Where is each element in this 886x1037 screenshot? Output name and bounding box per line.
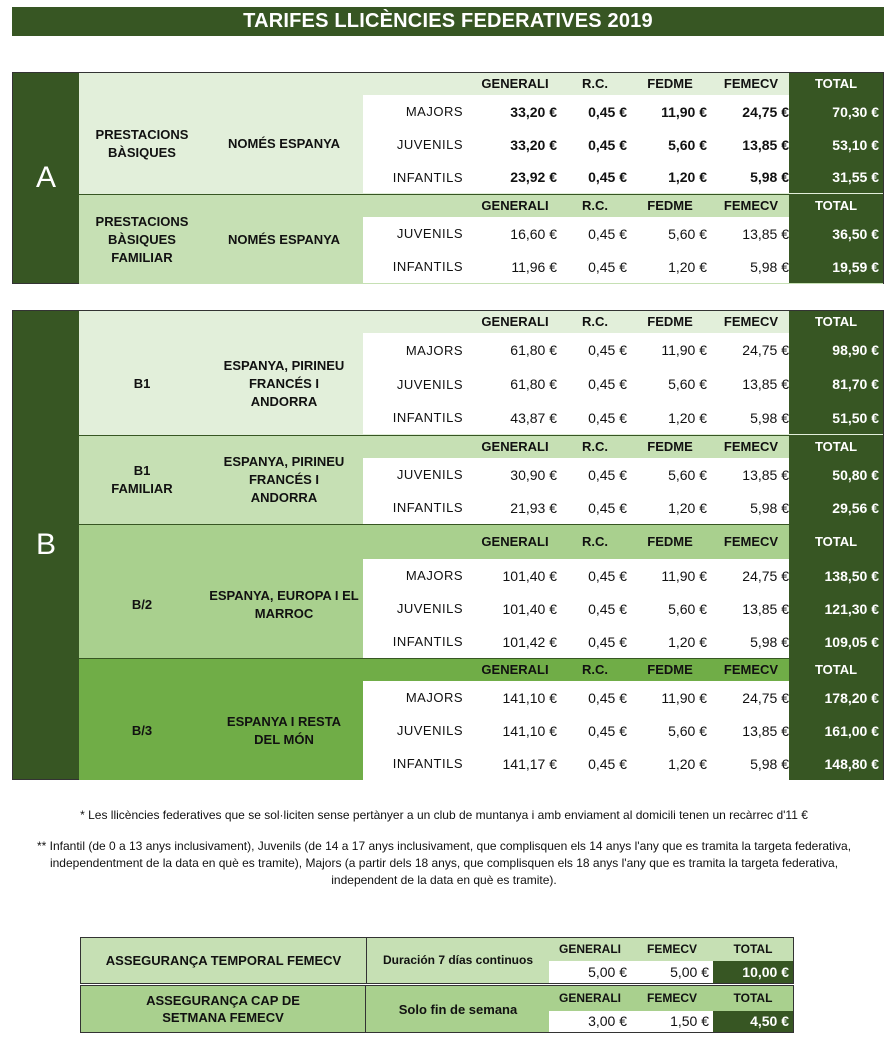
block-scope: ESPANYA, EUROPA I EL MARROC [209, 587, 359, 621]
rc-cell: 0,45 € [588, 600, 627, 617]
footnote-surcharge: * Les llicències federatives que se sol·liciten sense pertànyer a un club de muntanya i amb enviament al domicili tenen un recàrrec d'11 € [80, 808, 808, 822]
column-header-row [363, 436, 883, 458]
rc-cell: 0,45 € [588, 376, 627, 392]
column-header: TOTAL [789, 659, 883, 681]
column-header: GENERALI [481, 534, 549, 549]
column-header: R.C. [582, 76, 608, 91]
rc-cell: 0,45 € [588, 466, 627, 483]
rc-cell: 0,45 € [588, 169, 627, 185]
column-header-row [363, 195, 883, 217]
column-header-row [363, 659, 883, 681]
insurance-header-row [549, 986, 793, 1010]
column-header: R.C. [582, 534, 608, 549]
column-header: TOTAL [789, 436, 883, 458]
generali-cell: 141,10 € [502, 689, 557, 706]
fedme-cell: 1,20 € [668, 633, 707, 650]
block-prestacions-basiques [79, 95, 883, 193]
category-cell: INFANTILS [392, 500, 463, 515]
column-header: FEMECV [723, 534, 779, 549]
rc-cell: 0,45 € [588, 499, 627, 516]
column-header: FEMECV [646, 942, 697, 956]
fedme-cell: 5,60 € [668, 136, 707, 153]
column-header: TOTAL [789, 195, 883, 217]
column-header: GENERALI [481, 76, 549, 91]
total-cell: 121,30 € [789, 592, 883, 625]
femecv-cell: 5,98 € [750, 633, 789, 650]
fedme-cell: 11,90 € [661, 342, 707, 358]
insurance-name: ASSEGURANÇA TEMPORAL FEMECV [81, 938, 367, 983]
fedme-cell: 5,60 € [668, 225, 707, 242]
block-scope: NOMÉS ESPANYA [228, 231, 340, 247]
generali-cell: 21,93 € [510, 499, 557, 516]
category-cell: INFANTILS [392, 410, 463, 425]
generali-cell: 5,00 € [588, 964, 627, 980]
table-row [363, 559, 883, 592]
block-label: PRESTACIONS BÀSIQUES FAMILIAR [95, 213, 189, 265]
fedme-cell: 11,90 € [661, 567, 707, 584]
femecv-cell: 5,00 € [670, 964, 709, 980]
block-label: B1 FAMILIAR [111, 463, 173, 496]
insurance-row-weekend [80, 985, 794, 1033]
rc-cell: 0,45 € [588, 225, 627, 242]
section-letter: B [13, 311, 79, 779]
column-header-row [363, 311, 883, 333]
total-cell: 51,50 € [789, 401, 883, 434]
fedme-cell: 1,20 € [668, 755, 707, 772]
section-a [12, 72, 884, 284]
column-header: R.C. [582, 662, 608, 677]
block-label: B/3 [131, 722, 153, 738]
generali-cell: 33,20 € [510, 103, 557, 120]
table-row [363, 128, 883, 161]
table-row [363, 714, 883, 747]
category-cell: INFANTILS [392, 169, 463, 185]
femecv-cell: 13,85 € [742, 225, 789, 242]
category-cell: MAJORS [405, 568, 463, 583]
generali-cell: 141,10 € [502, 722, 557, 739]
fedme-cell: 1,20 € [668, 169, 707, 185]
category-cell: JUVENILS [396, 723, 463, 738]
category-cell: INFANTILS [392, 259, 463, 274]
generali-cell: 61,80 € [510, 376, 557, 392]
column-header: FEMECV [723, 439, 779, 454]
fedme-cell: 1,20 € [668, 499, 707, 516]
femecv-cell: 24,75 € [742, 103, 789, 120]
header-left-fill [79, 73, 363, 95]
total-cell: 178,20 € [789, 681, 883, 714]
femecv-cell: 24,75 € [742, 342, 789, 358]
generali-cell: 141,17 € [502, 755, 557, 772]
table-row [363, 401, 883, 434]
section-letter: A [13, 73, 79, 283]
table-row [363, 95, 883, 128]
column-header: R.C. [582, 314, 608, 329]
generali-cell: 101,40 € [502, 567, 557, 584]
block-b1 [79, 311, 883, 434]
block-label: B/2 [131, 596, 153, 612]
total-cell: 81,70 € [789, 367, 883, 401]
block-prestacions-basiques-familiar [79, 194, 883, 284]
column-header-row [363, 73, 883, 95]
table-row [363, 592, 883, 625]
table-row [363, 625, 883, 658]
generali-cell: 101,42 € [502, 633, 557, 650]
category-cell: JUVENILS [396, 601, 463, 616]
table-row [363, 333, 883, 367]
column-header: FEMECV [723, 198, 779, 213]
table-row [363, 367, 883, 401]
total-cell: 70,30 € [789, 95, 883, 128]
total-cell: 53,10 € [789, 128, 883, 161]
rc-cell: 0,45 € [588, 258, 627, 275]
femecv-cell: 24,75 € [742, 689, 789, 706]
section-b [12, 310, 884, 780]
category-cell: JUVENILS [396, 376, 463, 392]
rc-cell: 0,45 € [588, 633, 627, 650]
category-cell: MAJORS [405, 342, 463, 358]
table-row [363, 747, 883, 780]
block-scope: NOMÉS ESPANYA [228, 136, 340, 151]
table-row [363, 217, 883, 250]
total-cell: 161,00 € [789, 714, 883, 747]
column-header: GENERALI [481, 439, 549, 454]
total-cell: 50,80 € [789, 458, 883, 491]
table-row [363, 681, 883, 714]
rc-cell: 0,45 € [588, 755, 627, 772]
column-header: FEMECV [723, 662, 779, 677]
rc-cell: 0,45 € [588, 409, 627, 426]
fedme-cell: 11,90 € [661, 689, 707, 706]
generali-cell: 61,80 € [510, 342, 557, 358]
rc-cell: 0,45 € [588, 722, 627, 739]
column-header: TOTAL [733, 991, 773, 1005]
total-cell: 31,55 € [789, 161, 883, 193]
fedme-cell: 5,60 € [668, 722, 707, 739]
generali-cell: 3,00 € [588, 1013, 627, 1029]
insurance-value-row [549, 1011, 793, 1032]
column-header: FEDME [647, 439, 693, 454]
total-cell: 109,05 € [789, 625, 883, 658]
table-row [363, 491, 883, 524]
rc-cell: 0,45 € [588, 136, 627, 153]
table-row [363, 458, 883, 491]
total-cell: 138,50 € [789, 559, 883, 592]
block-b2 [79, 524, 883, 658]
rc-cell: 0,45 € [588, 342, 627, 358]
category-cell: MAJORS [405, 104, 463, 119]
column-header: FEDME [647, 662, 693, 677]
femecv-cell: 5,98 € [750, 169, 789, 185]
generali-cell: 33,20 € [510, 136, 557, 153]
femecv-cell: 13,85 € [742, 466, 789, 483]
fedme-cell: 1,20 € [668, 409, 707, 426]
insurance-duration: Solo fin de semana [398, 1001, 518, 1017]
rc-cell: 0,45 € [588, 103, 627, 120]
fedme-cell: 5,60 € [668, 600, 707, 617]
column-header: FEMECV [723, 314, 779, 329]
generali-cell: 43,87 € [510, 409, 557, 426]
generali-cell: 16,60 € [510, 225, 557, 242]
column-header: GENERALI [558, 942, 621, 956]
block-scope: ESPANYA I RESTA DEL MÓN [226, 713, 342, 747]
column-header: TOTAL [733, 942, 773, 956]
category-cell: JUVENILS [396, 226, 463, 241]
total-cell: 29,56 € [789, 491, 883, 524]
rc-cell: 0,45 € [588, 567, 627, 584]
insurance-row-temporal [80, 937, 794, 984]
generali-cell: 11,96 € [511, 258, 557, 275]
total-cell: 36,50 € [789, 217, 883, 250]
column-header: R.C. [582, 198, 608, 213]
total-cell: 4,50 € [713, 1011, 793, 1032]
generali-cell: 30,90 € [510, 466, 557, 483]
column-header: FEDME [647, 76, 693, 91]
column-header: TOTAL [789, 311, 883, 333]
fedme-cell: 5,60 € [668, 376, 707, 392]
fedme-cell: 11,90 € [661, 103, 707, 120]
category-cell: INFANTILS [392, 756, 463, 771]
table-row [363, 161, 883, 193]
femecv-cell: 5,98 € [750, 499, 789, 516]
block-b1-familiar [79, 435, 883, 524]
category-cell: JUVENILS [396, 137, 463, 152]
femecv-cell: 13,85 € [742, 376, 789, 392]
column-header: R.C. [582, 439, 608, 454]
column-header: FEDME [647, 534, 693, 549]
category-cell: MAJORS [405, 690, 463, 705]
category-cell: JUVENILS [396, 467, 463, 482]
column-header-row [363, 525, 883, 559]
fedme-cell: 1,20 € [668, 258, 707, 275]
block-label: PRESTACIONS BÀSIQUES [95, 127, 189, 160]
column-header: GENERALI [558, 991, 621, 1005]
femecv-cell: 13,85 € [742, 600, 789, 617]
generali-cell: 101,40 € [502, 600, 557, 617]
column-header: FEMECV [646, 991, 697, 1005]
femecv-cell: 1,50 € [670, 1013, 709, 1029]
total-cell: 148,80 € [789, 747, 883, 780]
column-header: GENERALI [481, 198, 549, 213]
femecv-cell: 13,85 € [742, 722, 789, 739]
total-cell: 98,90 € [789, 333, 883, 367]
femecv-cell: 5,98 € [750, 409, 789, 426]
femecv-cell: 5,98 € [750, 258, 789, 275]
block-b3 [79, 658, 883, 780]
block-scope: ESPANYA, PIRINEU FRANCÉS I ANDORRA [223, 454, 345, 505]
generali-cell: 23,92 € [510, 169, 557, 185]
block-scope: ESPANYA, PIRINEU FRANCÉS I ANDORRA [223, 357, 345, 409]
page-title: TARIFES LLICÈNCIES FEDERATIVES 2019 [12, 7, 884, 36]
column-header: GENERALI [481, 662, 549, 677]
column-header: FEDME [647, 314, 693, 329]
insurance-value-row [549, 961, 793, 983]
block-label: B1 [133, 375, 151, 391]
column-header: FEDME [647, 198, 693, 213]
total-cell: 19,59 € [789, 250, 883, 283]
femecv-cell: 13,85 € [742, 136, 789, 153]
table-row [363, 250, 883, 283]
category-cell: INFANTILS [392, 634, 463, 649]
insurance-header-row [549, 938, 793, 960]
fedme-cell: 5,60 € [668, 466, 707, 483]
femecv-cell: 5,98 € [750, 755, 789, 772]
column-header: GENERALI [481, 314, 549, 329]
femecv-cell: 24,75 € [742, 567, 789, 584]
column-header: TOTAL [789, 73, 883, 95]
column-header: TOTAL [789, 525, 883, 559]
footnote-age-categories: ** Infantil (de 0 a 13 anys inclusivament), Juvenils (de 14 a 17 anys inclusivament, que complisquen els 14 anys l'any que es tramita la targeta federativa, independentment de la data en què es tramite), Majors (a partir dels 18 anys, que complisquen els 18 anys l'any que es tramita la targeta federativa, independent de la data en què es tramite). [36, 839, 852, 887]
insurance-duration: Duración 7 días continuos [382, 953, 534, 967]
rc-cell: 0,45 € [588, 689, 627, 706]
total-cell: 10,00 € [713, 961, 793, 983]
insurance-name: ASSEGURANÇA CAP DE SETMANA FEMECV [81, 986, 366, 1032]
column-header: FEMECV [723, 76, 779, 91]
